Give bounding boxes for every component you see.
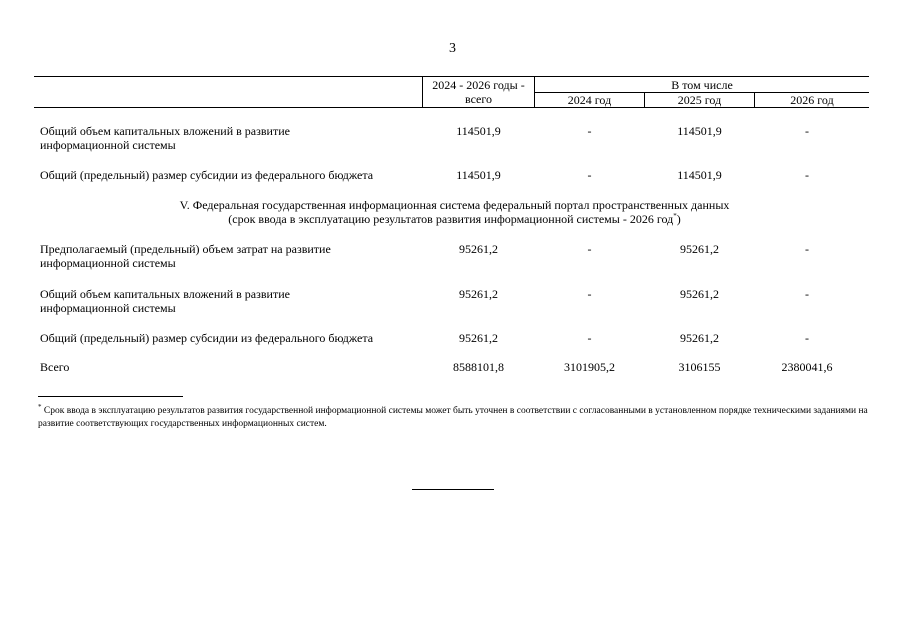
section-subtitle: [40, 212, 869, 226]
footnote-reference: *: [673, 212, 677, 220]
row-label: Предполагаемый (предельный) объем затрат на развитие информационной системы: [40, 242, 331, 270]
row-label: Общий объем капитальных вложений в развитие информационной системы: [40, 287, 290, 315]
footnote-text: Срок ввода в эксплуатацию результатов развития государственной информационной системы может быть уточнен в соответствии с согласованными в установленном порядке техническими заданиями на развитие соответствующих государственных информационных систем.: [38, 406, 868, 429]
header-year-2026: 2026 год: [790, 93, 834, 107]
end-rule: [412, 489, 494, 490]
row-label: Общий (предельный) размер субсидии из федерального бюджета: [40, 168, 374, 182]
header-year-2024: 2024 год: [567, 93, 612, 107]
section-subtitle-end: ): [676, 212, 681, 226]
total-row-2025: 3106155: [678, 360, 721, 374]
footnote-separator: [38, 396, 183, 397]
row-2025: 95261,2: [680, 331, 719, 345]
row-label: Общий объем капитальных вложений в развитие информационной системы: [40, 124, 290, 152]
total-row-2026: 2380041,6: [781, 360, 833, 374]
section-title: V. Федеральная государственная информационная система федеральный портал пространственных данных: [179, 198, 730, 212]
row-2026: -: [805, 242, 809, 256]
header-bottom-rule: [34, 107, 869, 108]
row-2025: 114501,9: [677, 124, 722, 138]
row-2024: -: [587, 242, 592, 256]
table-top-rule: [34, 76, 869, 77]
total-row-2024: 3101905,2: [564, 360, 615, 374]
total-row-total: 8588101,8: [453, 360, 504, 374]
row-total: 114501,9: [456, 168, 501, 182]
row-2025: 114501,9: [677, 168, 722, 182]
row-2024: -: [587, 331, 592, 345]
row-total: 114501,9: [456, 124, 501, 138]
row-total: 95261,2: [459, 331, 498, 345]
header-group-label: В том числе: [671, 78, 733, 92]
row-2024: -: [587, 124, 592, 138]
row-2026: -: [805, 124, 809, 138]
header-year-2025: 2025 год: [677, 93, 722, 107]
row-total: 95261,2: [459, 242, 498, 256]
row-2026: -: [805, 168, 809, 182]
row-2024: -: [587, 168, 592, 182]
header-total-column: 2024 - 2026 годы - всего: [432, 78, 525, 106]
footnote: [38, 402, 868, 431]
section-subtitle-text: (срок ввода в эксплуатацию результатов развития информационной системы - 2026 год: [228, 212, 674, 226]
row-2026: -: [805, 287, 809, 301]
row-2025: 95261,2: [680, 287, 719, 301]
total-row-label: Всего: [40, 360, 70, 374]
footnote-mark: *: [38, 402, 42, 411]
row-label: Общий (предельный) размер субсидии из федерального бюджета: [40, 331, 374, 345]
row-2024: -: [587, 287, 592, 301]
row-total: 95261,2: [459, 287, 498, 301]
row-2026: -: [805, 331, 809, 345]
page-number: 3: [449, 41, 456, 56]
row-2025: 95261,2: [680, 242, 719, 256]
